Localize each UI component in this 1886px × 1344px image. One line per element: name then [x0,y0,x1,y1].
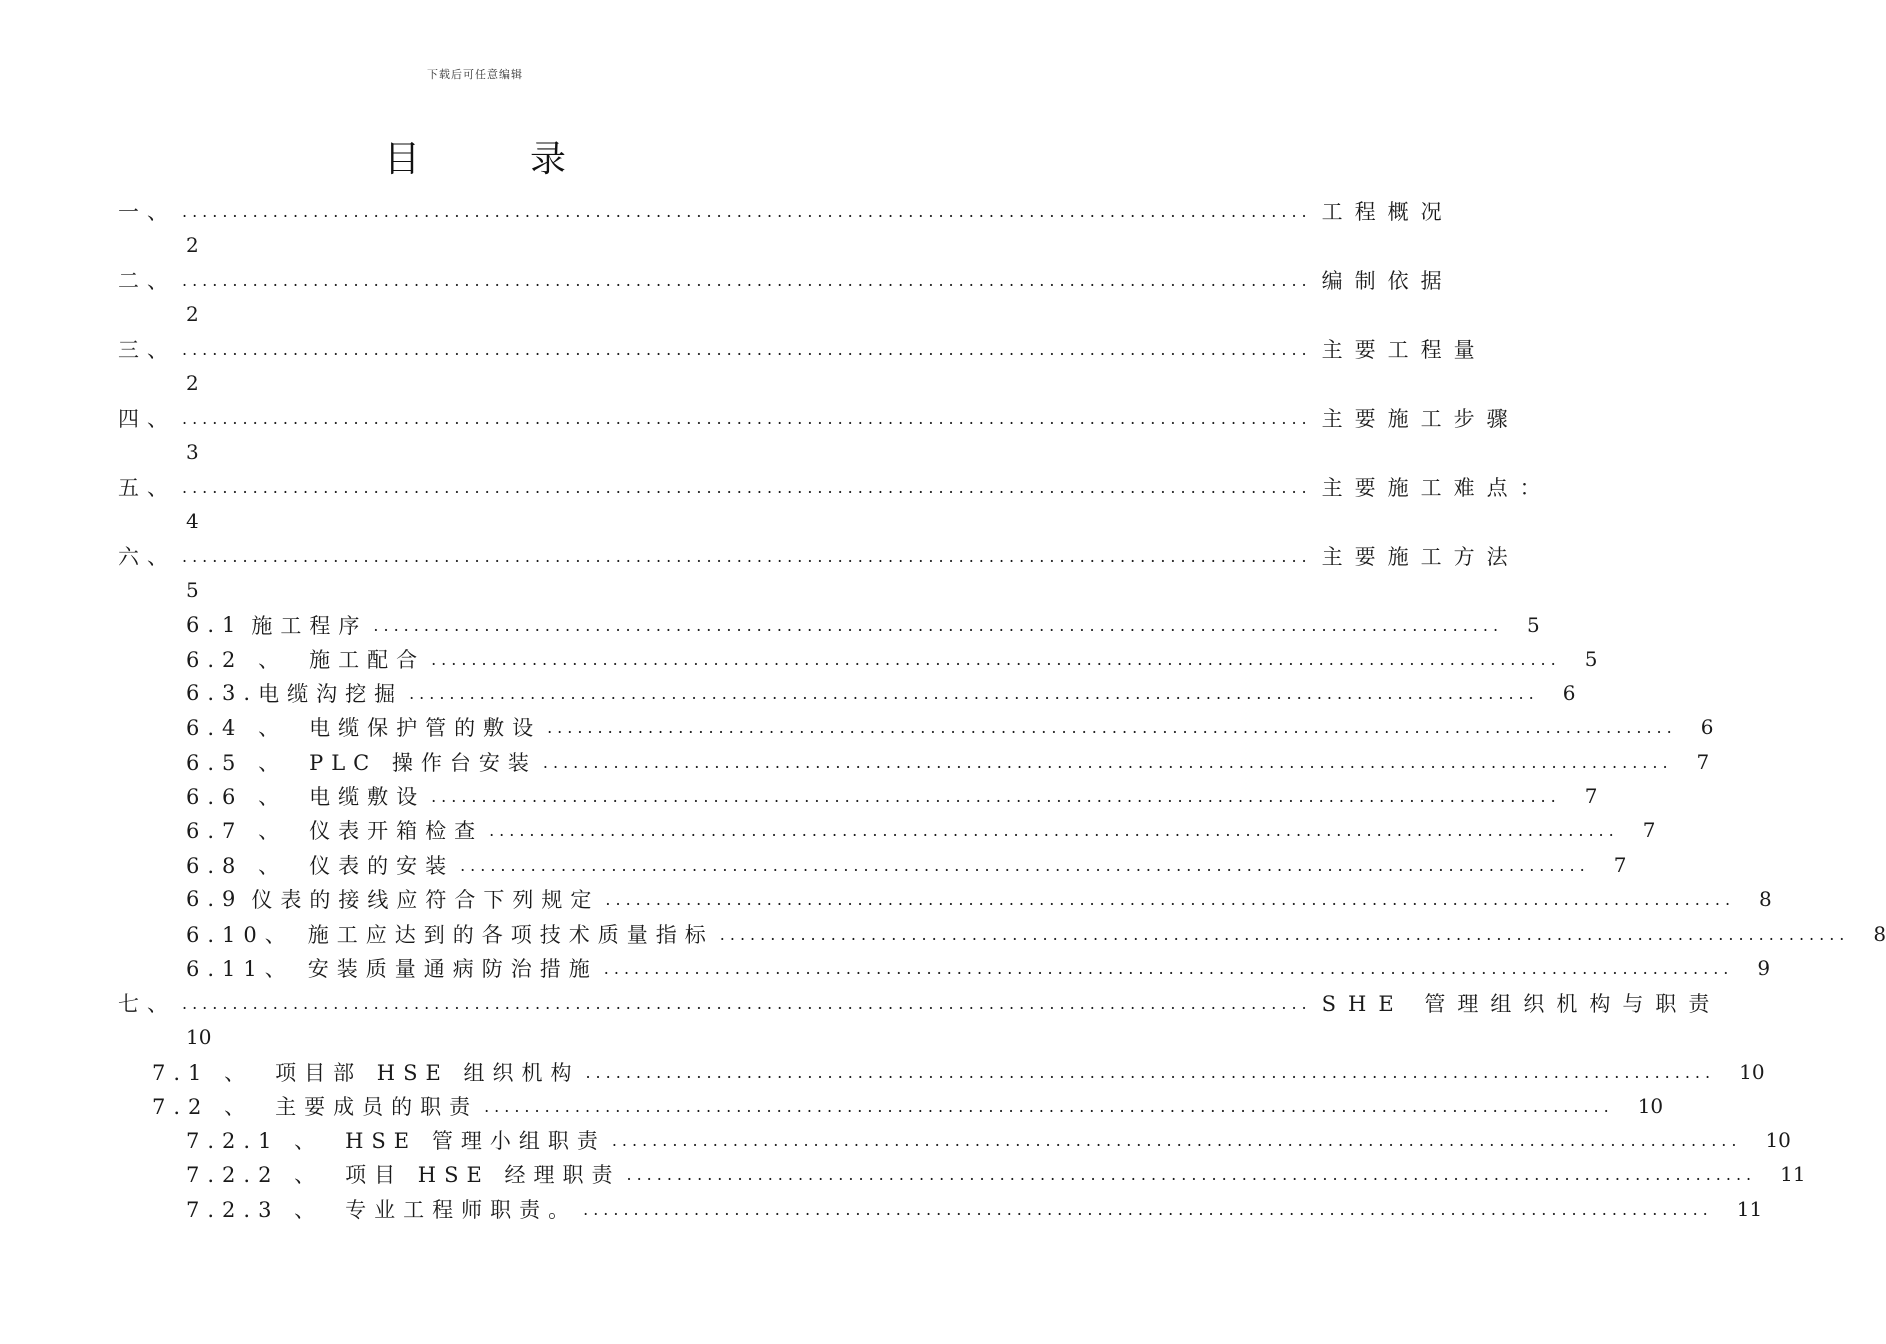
toc-page: 7 [1613,853,1627,877]
toc-number: 四、 [118,407,176,431]
toc-page: 10 [1765,1128,1791,1152]
toc-entry-6-3[interactable] [186,676,1576,710]
toc-label: 主要施工步骤 [1321,407,1520,431]
toc-label: 主要施工方法 [1321,545,1520,569]
toc-number: 6.8 、 [186,854,288,878]
toc-entry-6-8[interactable] [186,848,1627,882]
toc-number: 六、 [118,545,176,569]
toc-leader: ................................................................................................................ [611,1130,1742,1150]
toc-number: 7.2.2 、 [186,1163,324,1187]
toc-number: 6.1 [186,613,244,637]
toc-page: 2 [186,371,199,395]
toc-leader: ................................................................................................................ [373,615,1504,635]
toc-label: 电缆沟挖掘 [258,682,404,706]
toc-page: 7 [1584,784,1598,808]
toc-leader: ................................................................................................................ [182,339,1312,359]
toc-label: 项目部 HSE 组织机构 [275,1061,580,1085]
toc-page: 2 [186,302,199,326]
toc-number: 6.3. [186,681,259,705]
toc-page: 10 [1739,1060,1765,1084]
toc-entry-6-7[interactable] [186,813,1656,847]
toc-page: 10 [186,1025,212,1049]
toc-leader: ................................................................................................................ [585,1062,1716,1082]
toc-entry-4[interactable] [118,401,1520,435]
toc-leader: ................................................................................................................ [547,717,1677,737]
toc-label: 施工应达到的各项技术质量指标 [307,923,714,947]
toc-label: 编制依据 [1321,269,1454,293]
toc-page: 5 [1527,613,1540,637]
toc-entry-6[interactable] [118,539,1520,573]
toc-entry-7-2[interactable] [152,1089,1664,1123]
toc-label: HSE 管理小组职责 [345,1129,606,1153]
toc-entry-7-2-2[interactable] [186,1157,1806,1191]
toc-label: 安装质量通病防治措施 [307,957,598,981]
toc-entry-2[interactable] [118,263,1454,297]
toc-label: 施工配合 [309,648,426,672]
toc-leader: ................................................................................................................ [182,993,1312,1013]
toc-page: 8 [1873,922,1886,946]
toc-entry-5[interactable] [118,470,1553,504]
toc-page: 5 [1584,647,1598,671]
toc-leader: ................................................................................................................ [182,477,1312,497]
toc-page: 7 [1696,750,1710,774]
toc-entry-6-9[interactable] [186,882,1772,916]
toc-entry-6-4[interactable] [186,710,1714,744]
toc-label: 主要工程量 [1321,338,1487,362]
toc-number: 6.10、 [186,923,294,947]
toc-leader: ................................................................................................................ [182,270,1312,290]
toc-page: 8 [1759,887,1772,911]
toc-number: 6.11、 [186,957,294,981]
toc-label: 项目 HSE 经理职责 [345,1163,621,1187]
toc-entry-6-5[interactable] [186,745,1710,779]
toc-leader: ................................................................................................................ [182,201,1312,221]
toc-page: 6 [1700,715,1714,739]
toc-number: 二、 [118,269,176,293]
toc-leader: ................................................................................................................ [431,649,1561,669]
toc-leader: ................................................................................................................ [409,683,1539,703]
toc-page: 6 [1562,681,1576,705]
toc-entry-7-2-1[interactable] [186,1123,1791,1157]
toc-number: 6.6 、 [186,785,288,809]
toc-leader: ................................................................................................................ [605,889,1736,909]
toc-label: 施工程序 [251,614,368,638]
toc-number: 7.2.3 、 [186,1198,324,1222]
toc-entry-6-1[interactable] [186,608,1540,642]
toc-number: 7.2 、 [152,1095,254,1119]
toc-entry-1[interactable] [118,194,1454,228]
toc-leader: ................................................................................................................ [542,752,1673,772]
toc-number: 6.4 、 [186,716,288,740]
toc-page: 9 [1757,956,1771,980]
toc-leader: ................................................................................................................ [719,924,1850,944]
toc-entry-7-2-3[interactable] [186,1192,1763,1226]
toc-leader: ................................................................................................................ [489,820,1619,840]
toc-page: 5 [186,578,199,602]
toc-page: 10 [1637,1094,1664,1118]
toc-label: 仪表开箱检查 [309,819,484,843]
toc-label: 电缆敷设 [309,785,426,809]
toc-leader: ................................................................................................................ [626,1164,1757,1184]
toc-number: 五、 [118,476,176,500]
toc-number: 6.5 、 [186,751,288,775]
toc-entry-7[interactable] [118,986,1722,1020]
toc-page: 11 [1780,1162,1806,1186]
toc-leader: ................................................................................................................ [182,546,1312,566]
toc-label: 仪表的安装 [309,854,455,878]
toc-number: 七、 [118,992,176,1016]
toc-label: 仪表的接线应符合下列规定 [251,888,600,912]
toc-leader: ................................................................................................................ [484,1096,1614,1116]
toc-label: 主要施工难点： [1321,476,1553,500]
header-note: 下载后可任意编辑 [427,68,523,81]
toc-label: 主要成员的职责 [275,1095,479,1119]
toc-page: 7 [1642,818,1656,842]
toc-page: 11 [1736,1197,1763,1221]
toc-number: 6.2 、 [186,648,288,672]
toc-page: 4 [186,509,199,533]
toc-page: 3 [186,440,199,464]
toc-label: 工程概况 [1321,200,1454,224]
toc-entry-6-6[interactable] [186,779,1598,813]
toc-page: 2 [186,233,199,257]
toc-leader: ................................................................................................................ [583,1199,1713,1219]
toc-entry-6-2[interactable] [186,642,1598,676]
toc-leader: ................................................................................................................ [460,855,1590,875]
toc-number: 6.7 、 [186,819,288,843]
toc-label: PLC 操作台安装 [309,751,537,775]
toc-number: 7.1 、 [152,1061,254,1085]
toc-leader: ................................................................................................................ [603,958,1734,978]
page-title: 目录 [383,139,676,180]
toc-number: 三、 [118,338,176,362]
toc-number: 6.9 [186,887,244,911]
toc-entry-3[interactable] [118,332,1487,366]
toc-entry-6-11[interactable] [186,951,1771,985]
toc-number: 一、 [118,200,176,224]
toc-label: SHE 管理组织机构与职责 [1321,992,1722,1016]
toc-label: 专业工程师职责。 [345,1198,578,1222]
toc-number: 7.2.1 、 [186,1129,324,1153]
toc-leader: ................................................................................................................ [182,408,1312,428]
toc-entry-6-10[interactable] [186,917,1886,951]
toc-leader: ................................................................................................................ [431,786,1561,806]
toc-entry-7-1[interactable] [152,1055,1765,1089]
toc-label: 电缆保护管的敷设 [309,716,542,740]
